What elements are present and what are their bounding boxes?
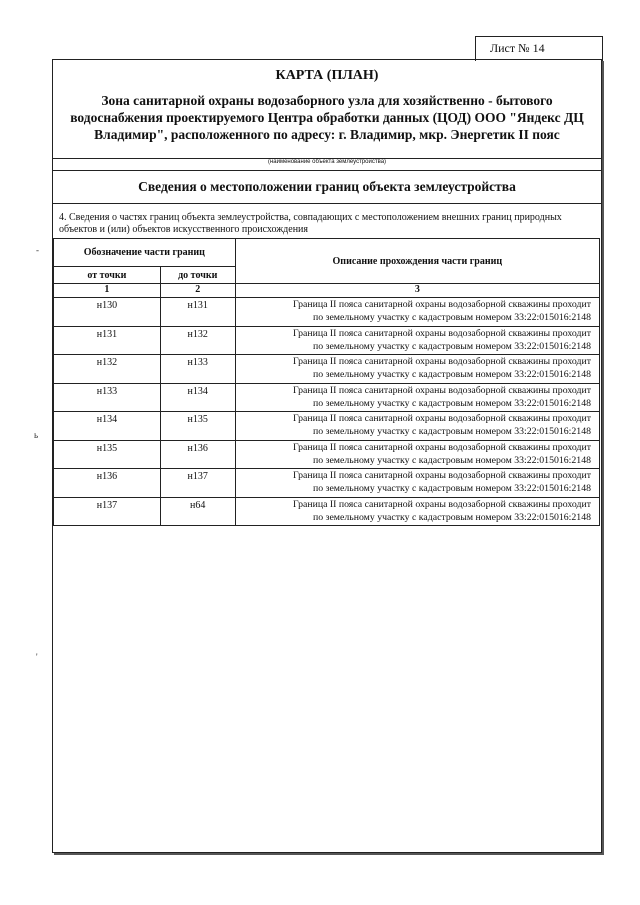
- to-point: н64: [160, 497, 235, 526]
- section-title: Сведения о местоположении границ объекта землеустройства: [138, 179, 516, 194]
- description-line: по земельному участку с кадастровым номером 33:22:015016:2148: [313, 511, 591, 523]
- from-header: от точки: [54, 267, 161, 284]
- boundary-description: [235, 383, 599, 412]
- description-line: по земельному участку с кадастровым номером 33:22:015016:2148: [313, 369, 591, 380]
- table-row: [54, 412, 600, 441]
- from-point: н137: [54, 497, 161, 526]
- to-point: н131: [160, 298, 235, 327]
- to-point: н136: [160, 440, 235, 469]
- margin-mark: ь: [34, 430, 39, 440]
- margin-mark: ‐: [36, 245, 39, 255]
- description-line: Граница II пояса санитарной охраны водозаборной скважины проходит: [293, 356, 591, 367]
- boundary-table: [53, 238, 600, 526]
- from-point: н132: [54, 355, 161, 384]
- table-row: [54, 469, 600, 498]
- col-number: 2: [160, 284, 235, 298]
- from-point: н136: [54, 469, 161, 498]
- table-row: [54, 355, 600, 384]
- object-name: Зона санитарной охраны водозаборного узла для хозяйственно - бытового водоснабжения проектируемого Центра обработки данных (ЦОД) ООО "Яндекс ДЦ Владимир", расположенного по адресу: г. Владимир, мкр. Энергетик II пояс: [70, 93, 584, 142]
- group-header: Обозначение части границ: [54, 239, 236, 267]
- description-line: Граница II пояса санитарной охраны водозаборной скважины проходит: [293, 441, 591, 453]
- description-line: Граница II пояса санитарной охраны водозаборной скважины проходит: [293, 299, 591, 310]
- table-row: [54, 440, 600, 469]
- boundary-description: [235, 355, 599, 384]
- header-divider: [53, 170, 601, 171]
- sheet-number-box: [475, 36, 603, 61]
- col-number: 1: [54, 284, 161, 298]
- to-point: н133: [160, 355, 235, 384]
- boundary-description: [235, 326, 599, 355]
- description-line: Граница II пояса санитарной охраны водозаборной скважины проходит: [293, 327, 591, 339]
- description-line: по земельному участку с кадастровым номером 33:22:015016:2148: [313, 483, 591, 494]
- description-line: Граница II пояса санитарной охраны водозаборной скважины проходит: [293, 498, 591, 510]
- document-frame: [52, 59, 602, 853]
- boundary-description: [235, 440, 599, 469]
- from-point: н135: [54, 440, 161, 469]
- table-row: [54, 298, 600, 327]
- to-point: н132: [160, 326, 235, 355]
- from-point: н131: [54, 326, 161, 355]
- boundary-description: [235, 469, 599, 498]
- description-line: по земельному участку с кадастровым номером 33:22:015016:2148: [313, 340, 591, 352]
- description-line: Граница II пояса санитарной охраны водозаборной скважины проходит: [293, 413, 591, 424]
- description-line: по земельному участку с кадастровым номером 33:22:015016:2148: [313, 312, 591, 323]
- table-row: [54, 326, 600, 355]
- col-number: 3: [235, 284, 599, 298]
- table-row: [54, 383, 600, 412]
- description-line: Граница II пояса санитарной охраны водозаборной скважины проходит: [293, 384, 591, 396]
- description-line: по земельному участку с кадастровым номером 33:22:015016:2148: [313, 454, 591, 466]
- from-point: н134: [54, 412, 161, 441]
- description-line: по земельному участку с кадастровым номером 33:22:015016:2148: [313, 426, 591, 437]
- to-point: н137: [160, 469, 235, 498]
- table-row: [54, 497, 600, 526]
- description-line: по земельному участку с кадастровым номером 33:22:015016:2148: [313, 397, 591, 409]
- from-point: н130: [54, 298, 161, 327]
- boundary-description: [235, 497, 599, 526]
- margin-mark: ': [36, 652, 38, 662]
- description-line: Граница II пояса санитарной охраны водозаборной скважины проходит: [293, 470, 591, 481]
- to-header: до точки: [160, 267, 235, 284]
- boundary-description: [235, 412, 599, 441]
- section-divider: [53, 203, 601, 204]
- to-point: н134: [160, 383, 235, 412]
- desc-header: Описание прохождения части границ: [235, 239, 599, 284]
- boundary-description: [235, 298, 599, 327]
- paragraph-4: 4. Сведения о частях границ объекта землеустройства, совпадающих с местоположением внешних границ природных объектов и (или) объектов искусственного происхождения: [59, 212, 562, 235]
- sheet-number: Лист № 14: [490, 41, 545, 55]
- from-point: н133: [54, 383, 161, 412]
- document-title: КАРТА (ПЛАН): [275, 68, 379, 83]
- to-point: н135: [160, 412, 235, 441]
- object-caption: (наименование объекта землеустройства): [267, 159, 387, 165]
